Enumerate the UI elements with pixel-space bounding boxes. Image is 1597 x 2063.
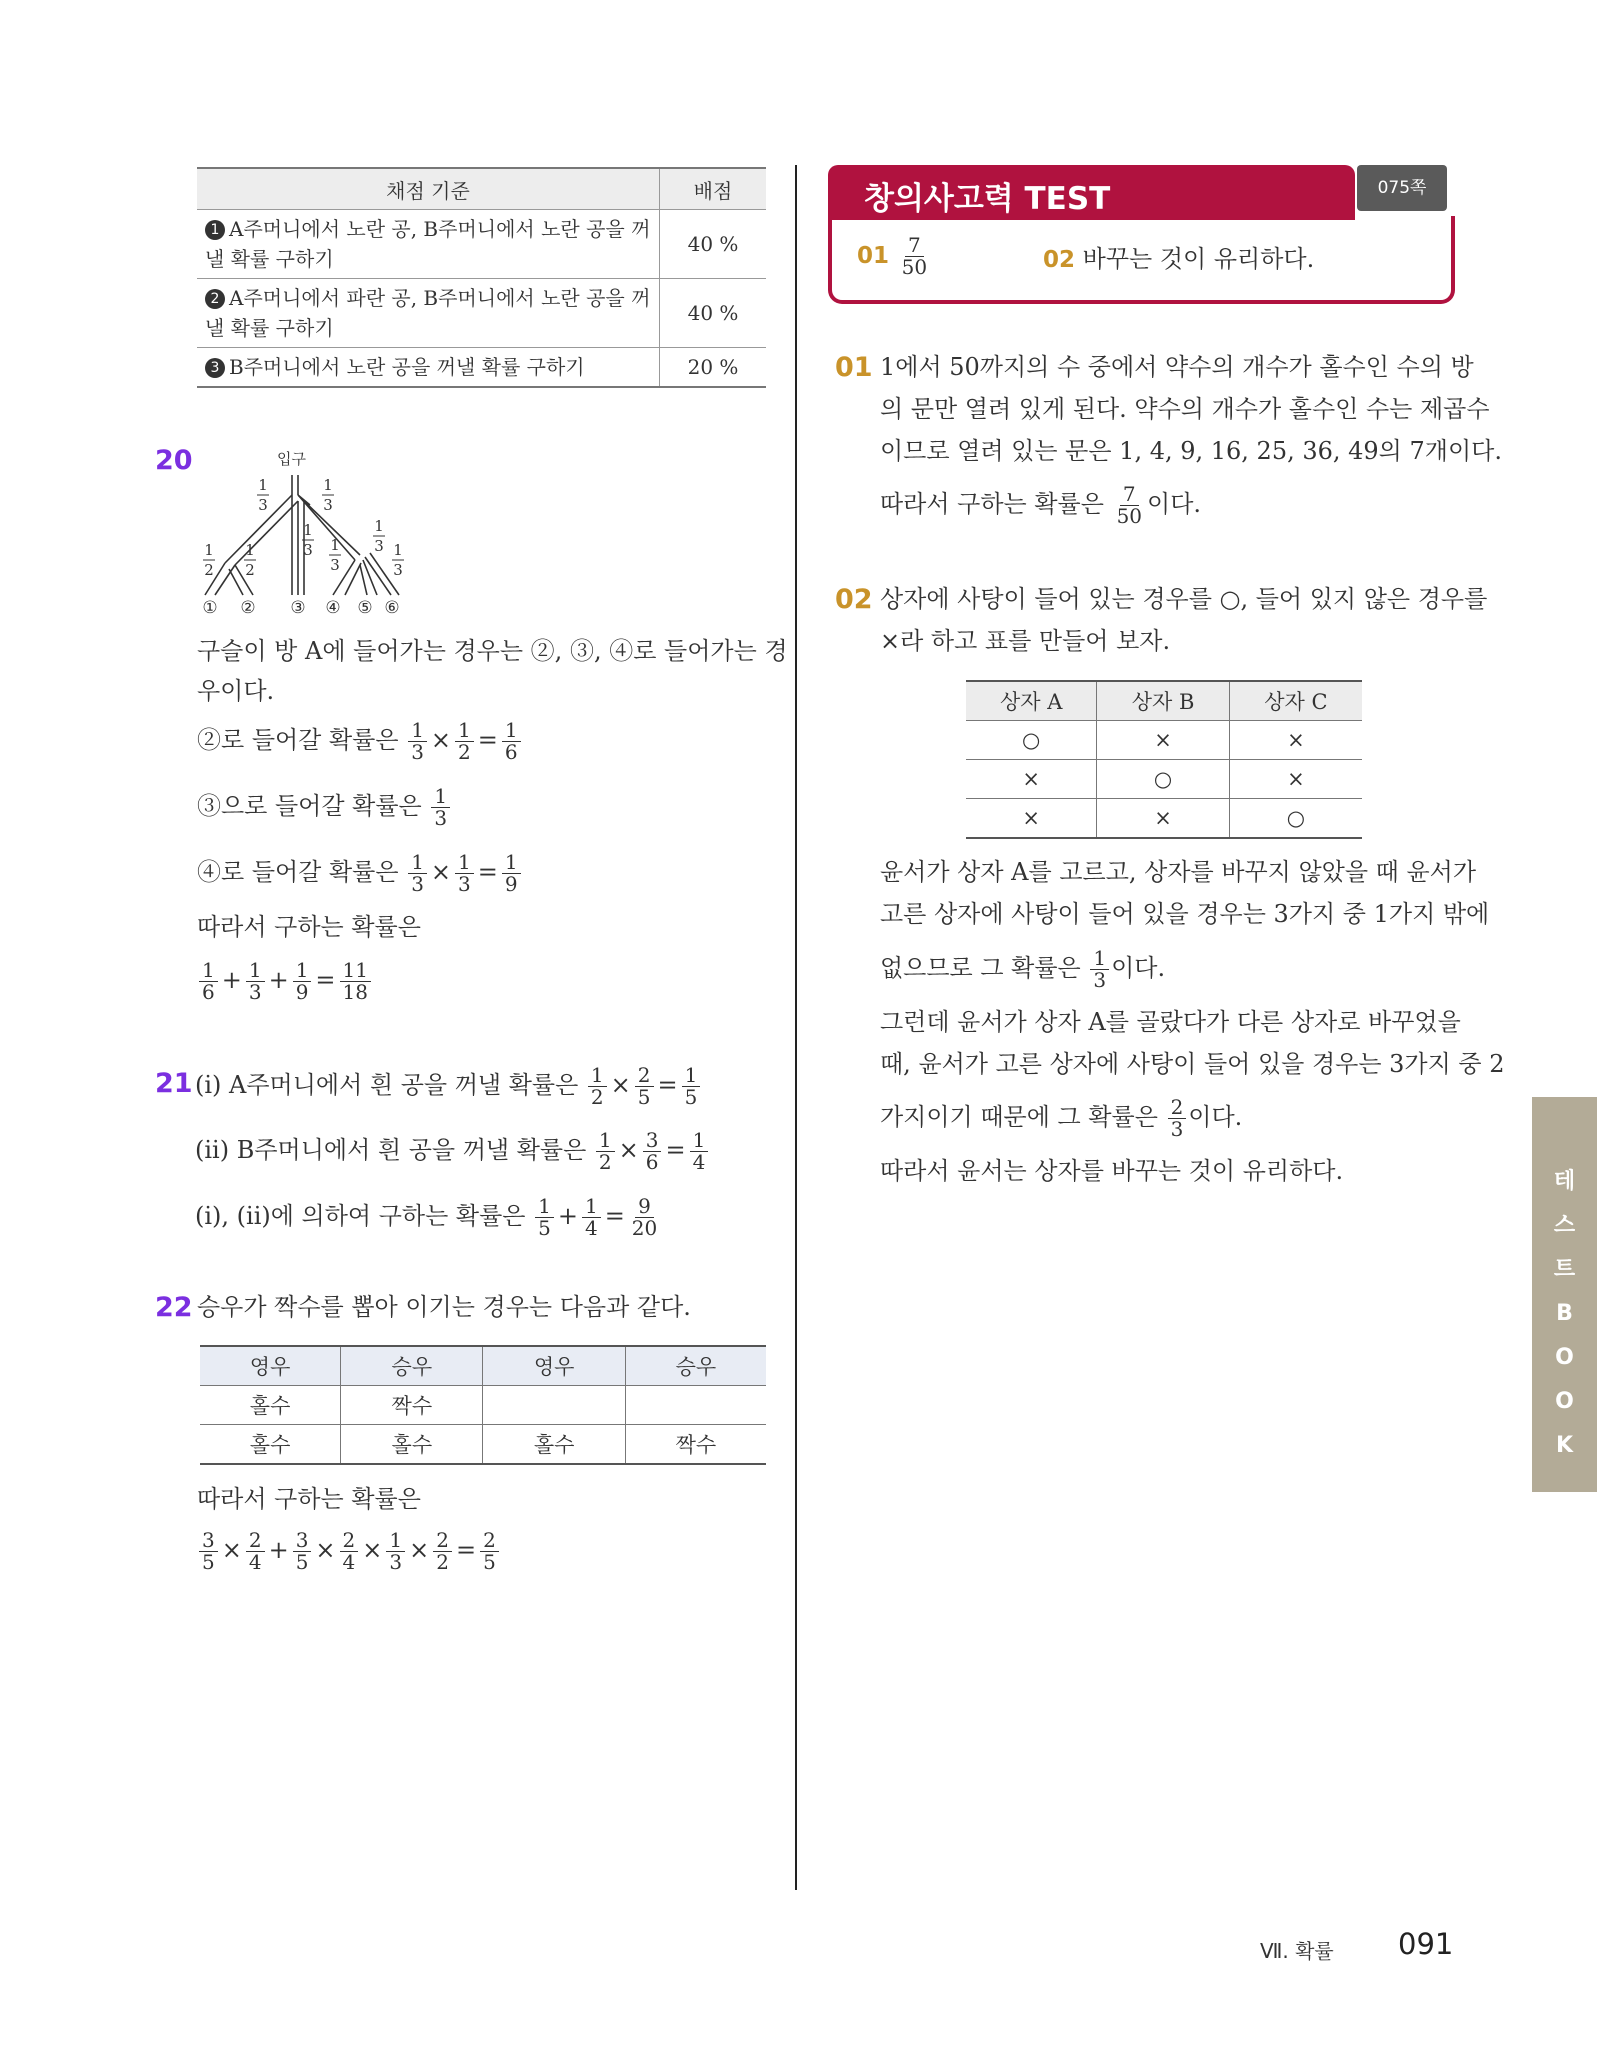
- circled-number-icon: 2: [205, 289, 225, 309]
- exit-label: ③: [290, 598, 306, 615]
- criteria-text: B주머니에서 노란 공을 꺼낼 확률 구하기: [229, 355, 585, 379]
- answer-01: 01 $\frac{7}{50}$: [857, 233, 928, 279]
- table-row: 홀수 짝수: [200, 1386, 766, 1425]
- page-reference-tag: 075쪽: [1357, 165, 1447, 211]
- svg-text:1: 1: [323, 476, 333, 494]
- p20-prob-3: ③으로 들어갈 확률은 $\frac{1}{3}$: [197, 786, 452, 829]
- svg-text:1: 1: [374, 517, 384, 535]
- side-tab-char: O: [1555, 1389, 1574, 1414]
- svg-text:2: 2: [204, 561, 214, 579]
- table-row: [197, 348, 766, 388]
- p20-prob-4: ④로 들어갈 확률은 $\frac{1}{3}$ × $\frac{1}{3}$ = $\frac{1}{9}$: [197, 852, 523, 895]
- svg-text:2: 2: [245, 561, 255, 579]
- score-header-criteria: 채점 기준: [197, 168, 660, 210]
- s02-line: 상자에 사탕이 들어 있는 경우를 ○, 들어 있지 않은 경우를: [880, 585, 1488, 613]
- side-tab-char: 테: [1553, 1169, 1576, 1194]
- points-cell: 40 %: [660, 210, 767, 279]
- p20-text-line: 우이다.: [197, 677, 275, 705]
- s01-line: 의 문만 열려 있게 된다. 약수의 개수가 홀수인 수는 제곱수: [880, 395, 1490, 423]
- points-cell: 20 %: [660, 348, 767, 388]
- s02-line: 그런데 윤서가 상자 A를 골랐다가 다른 상자로 바꾸었을: [880, 1008, 1461, 1036]
- answer-02: 02 바꾸는 것이 유리하다.: [1043, 245, 1315, 273]
- side-tab-label: [1532, 1160, 1597, 1468]
- s02-line: ×라 하고 표를 만들어 보자.: [880, 627, 1171, 655]
- criteria-text: A주머니에서 노란 공, B주머니에서 노란 공을 꺼: [229, 217, 651, 241]
- column-divider: [795, 165, 797, 1890]
- s02-line: 때, 윤서가 고른 상자에 사탕이 들어 있을 경우는 3가지 중 2: [880, 1050, 1505, 1078]
- circled-number-icon: 3: [205, 358, 225, 378]
- test-title: 창의사고력 TEST: [864, 181, 1111, 217]
- p20-sum: $\frac{1}{6}$ + $\frac{1}{3}$ + $\frac{1}{9}$ = $\frac{11}{18}$: [197, 960, 373, 1003]
- p21-line-1: (i) A주머니에서 흰 공을 꺼낼 확률은 $\frac{1}{2}$ × $\frac{2}{5}$ = $\frac{1}{5}$: [195, 1065, 702, 1108]
- draw-cases-table: 영우 승우 영우 승우 홀수 짝수 홀수 홀수 홀수 짝수: [200, 1345, 766, 1465]
- table-row: [197, 279, 766, 348]
- table-row: ○ × ×: [966, 721, 1362, 760]
- svg-text:3: 3: [258, 496, 268, 514]
- s02-line: 가지이기 때문에 그 확률은 $\frac{2}{3}$ 이다.: [880, 1095, 1243, 1141]
- problem-number-21: 21: [155, 1068, 193, 1099]
- criteria-text: 낼 확률 구하기: [205, 316, 334, 340]
- s02-line: 따라서 윤서는 상자를 바꾸는 것이 유리하다.: [880, 1157, 1344, 1185]
- problem-number-22: 22: [155, 1292, 193, 1323]
- score-header-points: 배점: [660, 168, 767, 210]
- svg-text:1: 1: [393, 541, 403, 559]
- table-row: [197, 210, 766, 279]
- p21-line-3: (i), (ii)에 의하여 구하는 확률은 $\frac{1}{5}$ + $\frac{1}{4}$ = $\frac{9}{20}$: [195, 1194, 658, 1240]
- svg-text:3: 3: [323, 496, 333, 514]
- chapter-label: Ⅶ. 확률: [1260, 1939, 1334, 1963]
- points-cell: 40 %: [660, 279, 767, 348]
- side-tab-char: B: [1556, 1301, 1573, 1326]
- side-tab-char: 트: [1553, 1257, 1576, 1282]
- table-row: × ○ ×: [966, 760, 1362, 799]
- exit-label: ⑤: [357, 598, 373, 615]
- s02-line: 윤서가 상자 A를 고르고, 상자를 바꾸지 않았을 때 윤서가: [880, 858, 1477, 886]
- svg-text:1: 1: [258, 476, 268, 494]
- side-tab-char: 스: [1553, 1213, 1576, 1238]
- svg-text:3: 3: [393, 561, 403, 579]
- p20-prob-2: ②로 들어갈 확률은 $\frac{1}{3}$ × $\frac{1}{2}$ = $\frac{1}{6}$: [197, 720, 523, 763]
- side-tab-char: O: [1555, 1345, 1574, 1370]
- p20-conclusion: 따라서 구하는 확률은: [197, 913, 421, 941]
- s01-line: 따라서 구하는 확률은 $\frac{7}{50}$ 이다.: [880, 482, 1202, 528]
- svg-text:1: 1: [330, 536, 340, 554]
- criteria-text: A주머니에서 파란 공, B주머니에서 노란 공을 꺼: [229, 286, 651, 310]
- solution-number-02: 02: [835, 584, 873, 615]
- svg-text:1: 1: [303, 521, 313, 539]
- p22-product: $\frac{3}{5}$ × $\frac{2}{4}$ + $\frac{3}{5}$ × $\frac{2}{4}$ × $\frac{1}{3}$ × $\frac{2}{2}$ = $\frac{2}{5}$: [197, 1530, 501, 1573]
- table-row: 홀수 홀수 홀수 짝수: [200, 1425, 766, 1465]
- exit-label: ①: [202, 598, 218, 615]
- svg-text:3: 3: [330, 556, 340, 574]
- criteria-text: 낼 확률 구하기: [205, 247, 334, 271]
- exit-label: ②: [240, 598, 256, 615]
- entrance-label: 입구: [277, 450, 306, 468]
- candy-box-table: 상자 A 상자 B 상자 C ○ × × × ○ × × × ○: [966, 680, 1362, 839]
- s01-line: 이므로 열려 있는 문은 1, 4, 9, 16, 25, 36, 49의 7개이다.: [880, 437, 1502, 465]
- exit-label: ④: [325, 598, 341, 615]
- p20-text-line: 구슬이 방 A에 들어가는 경우는 ②, ③, ④로 들어가는 경: [197, 637, 788, 665]
- test-header: [828, 165, 1355, 220]
- svg-text:1: 1: [245, 541, 255, 559]
- problem-number-20: 20: [155, 445, 193, 476]
- side-tab-char: K: [1555, 1433, 1574, 1458]
- s02-line: 고른 상자에 사탕이 들어 있을 경우는 3가지 중 1가지 밖에: [880, 900, 1490, 928]
- svg-text:3: 3: [374, 537, 384, 555]
- svg-text:3: 3: [303, 541, 313, 559]
- s02-line: 없으므로 그 확률은 $\frac{1}{3}$ 이다.: [880, 946, 1166, 992]
- s01-line: 1에서 50까지의 수 중에서 약수의 개수가 홀수인 수의 방: [880, 353, 1474, 381]
- table-row: × × ○: [966, 799, 1362, 839]
- p22-intro: 승우가 짝수를 뽑아 이기는 경우는 다음과 같다.: [197, 1293, 691, 1321]
- scoring-table: [197, 167, 766, 388]
- solution-number-01: 01: [835, 352, 873, 383]
- circled-number-icon: 1: [205, 220, 225, 240]
- p22-conclusion: 따라서 구하는 확률은: [197, 1485, 421, 1513]
- page-number: 091: [1398, 1927, 1454, 1961]
- svg-text:1: 1: [204, 541, 214, 559]
- exit-label: ⑥: [384, 598, 400, 615]
- marble-path-diagram: [195, 445, 425, 615]
- p21-line-2: (ii) B주머니에서 흰 공을 꺼낼 확률은 $\frac{1}{2}$ × $\frac{3}{6}$ = $\frac{1}{4}$: [195, 1130, 710, 1173]
